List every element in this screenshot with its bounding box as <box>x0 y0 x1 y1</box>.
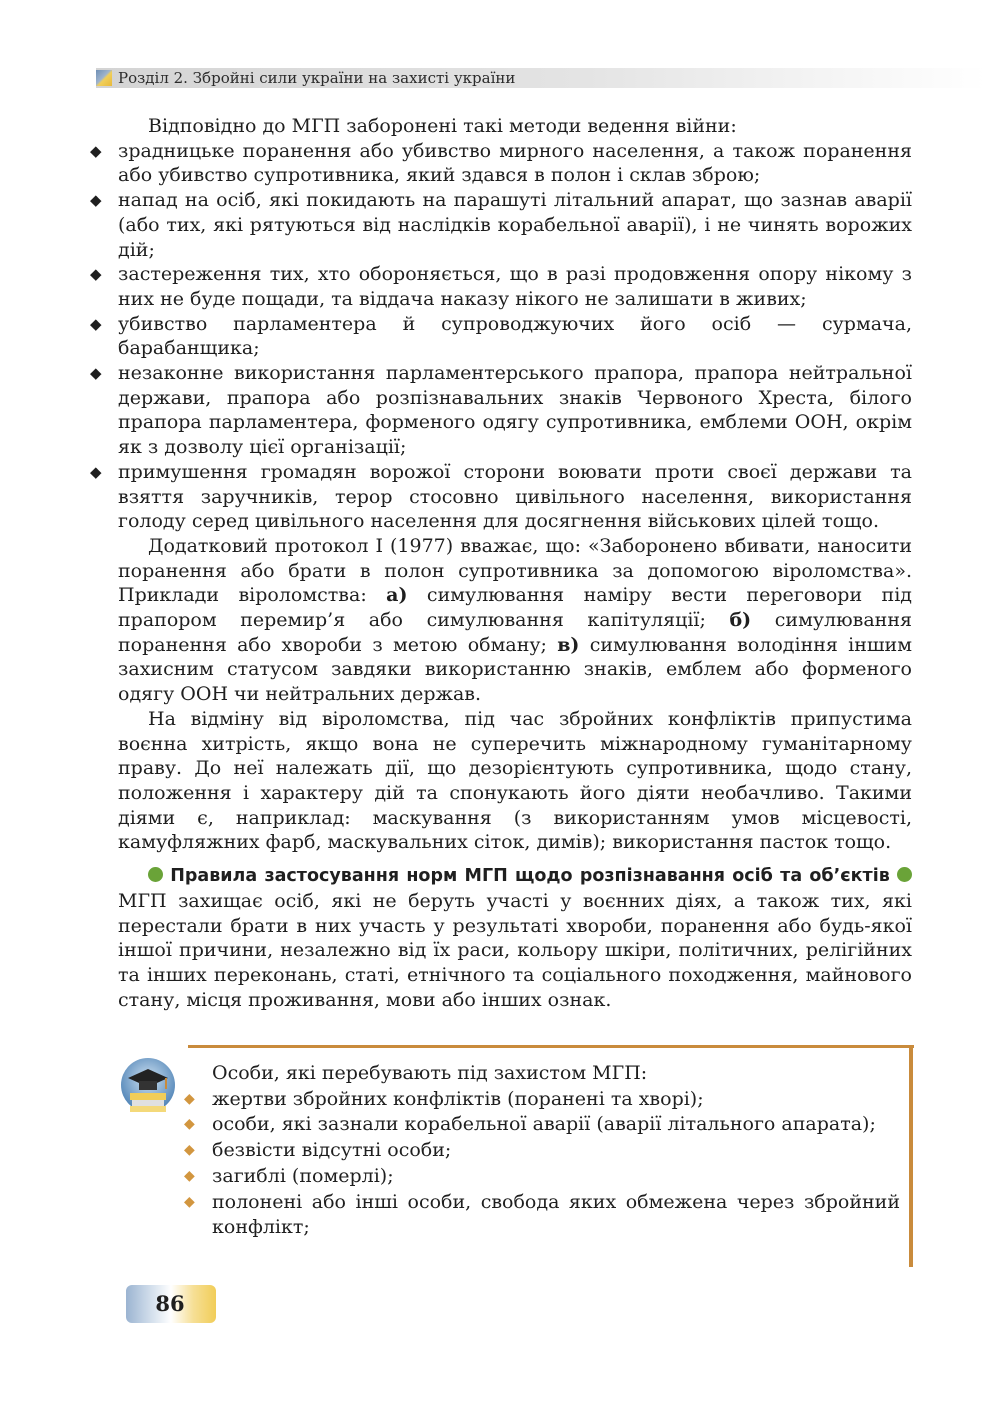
list-item: ◆ зрадницьке поранення або убивство мирного населення, а також поранення або убивство супротивника, який здався в полон і склав зброю; <box>90 139 912 187</box>
orange-diamond-icon: ◆ <box>184 1090 195 1107</box>
list-item: ◆ убивство парламентера й супроводжуючих його осіб — сурмача, барабанщика; <box>90 312 912 360</box>
list-item: ◆ загиблі (померлі); <box>212 1164 900 1190</box>
list-item: ◆ незаконне використання парламентерського прапора, прапора нейтральної держави, прапора або розпізнавальних знаків Червоного Хреста, білого прапора парламентера, форменого одягу супротивника, емблеми ООН, окрім як з дозволу цієї організації; <box>90 362 912 459</box>
list-item: ◆ особи, які зазнали корабельної аварії (аварії літального апарата); <box>212 1112 900 1138</box>
list-item: ◆ безвісти відсутні особи; <box>212 1138 900 1164</box>
panel-border-top <box>188 1045 914 1048</box>
protocol-paragraph: Додатковий протокол І (1977) вважає, що: «Заборонено вбивати, наносити поранення або брати в полон супротивника за допомогою віроломства». Приклади віроломства: а) симулювання наміру вести переговори під прапором перемир’я або симулювання капітуляції; б) симулювання поранення або хвороби з метою обману; в) симулювання володіння іншим захисним статусом завдяки використанню знаків, емблем або форменого одягу ООН чи нейтральних держав. <box>118 534 912 706</box>
graduation-cap-books-icon <box>118 1057 178 1117</box>
diamond-bullet-icon: ◆ <box>90 191 102 210</box>
green-dot-icon <box>897 867 912 882</box>
methods-intro: Відповідно до МГП заборонені такі методи ведення війни: <box>148 115 737 137</box>
rules-heading: Правила застосування норм МГП щодо розпізнавання осіб та об’єктів <box>170 866 890 887</box>
green-dot-icon <box>148 867 163 882</box>
header-mark-icon <box>96 70 112 86</box>
orange-diamond-icon: ◆ <box>184 1193 195 1210</box>
protected-intro: Особи, які перебувають під захистом МГП: <box>212 1062 648 1084</box>
orange-diamond-icon: ◆ <box>184 1116 195 1133</box>
protected-persons-panel <box>184 1061 900 1241</box>
list-item: ◆ примушення громадян ворожої сторони воювати проти своєї держави та взяття заручників, терор стосовно цивільного населення, використання голоду серед цивільного населення для досягнення військових цілей тощо. <box>90 460 912 533</box>
orange-diamond-icon: ◆ <box>184 1142 195 1159</box>
diamond-bullet-icon: ◆ <box>90 314 102 333</box>
chapter-title: Розділ 2. Збройні сили україни на захисті україни <box>118 69 516 87</box>
list-item: ◆ застереження тих, хто обороняється, що в разі продовження опору нікому з них не буде пощади, та віддача наказу нікого не залишати в живих; <box>90 263 912 310</box>
list-item: ◆ полонені або інші особи, свобода яких обмежена через збройний конфлікт; <box>184 1190 900 1239</box>
rules-paragraph: Правила застосування норм МГП щодо розпізнавання осіб та об’єктів МГП захищає осіб, які не беруть участі у воєнних діях, а також тих, які перестали брати в них участь у результаті хвороби, поранення або будь-якої іншої причини, незалежно від їх раси, кольору шкіри, політичних, релігійних та інших переконань, статі, етнічного та соціального походження, майнового стану, місця проживання, мови або інших ознак. <box>118 866 912 1011</box>
orange-diamond-icon: ◆ <box>184 1167 195 1184</box>
list-item: ◆ жертви збройних конфліктів (поранені та хворі); <box>212 1087 900 1113</box>
methods-list <box>90 139 912 534</box>
ruse-paragraph: На відміну від віроломства, під час збройних конфліктів припустима воєнна хитрість, якщо вона не суперечить міжнародному гуманітарному праву. До неї належать дії, що дезорієнтують супротивника, щодо стану, положення і характеру дій та спонукають його діяти необачливо. Такими діями є, наприклад: маскування (з використанням умов місцевості, камуфляжних фарб, маскувальних сіток, димів); використання пасток тощо. <box>118 707 912 854</box>
diamond-bullet-icon: ◆ <box>90 462 102 481</box>
diamond-bullet-icon: ◆ <box>90 141 102 160</box>
page-number: 86 <box>155 1291 185 1316</box>
panel-border-right <box>909 1045 913 1267</box>
main-text <box>90 114 912 1012</box>
protected-list <box>184 1087 900 1241</box>
diamond-bullet-icon: ◆ <box>90 364 102 383</box>
list-item: ◆ напад на осіб, які покидають на парашуті літальний апарат, що зазнав аварії (або тих, які рятуються від наслідків корабельної аварії), і не чинять ворожих дій; <box>90 189 912 261</box>
diamond-bullet-icon: ◆ <box>90 265 102 284</box>
